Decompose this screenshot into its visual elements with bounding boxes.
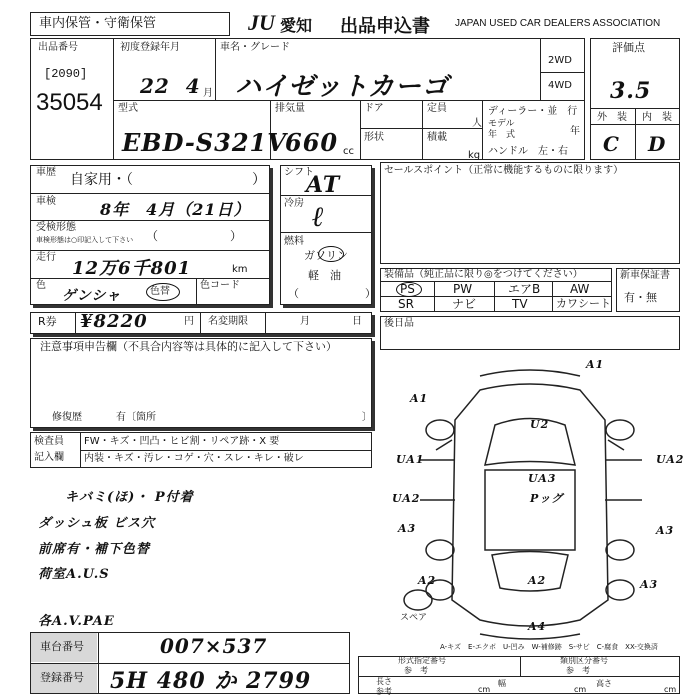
- recycle-unit: 円: [184, 316, 194, 327]
- cooling-label: 冷房: [284, 198, 304, 209]
- lot-number: 35054: [36, 89, 103, 116]
- class-num-label: 類別区分番号: [560, 656, 608, 665]
- width-unit: cm: [574, 685, 587, 694]
- ref3-label: 参考: [376, 687, 392, 696]
- equip-leather: カワシート: [556, 297, 611, 310]
- length-label: 長さ: [376, 677, 392, 686]
- note-line-3: 前席有・補下色替: [38, 542, 151, 557]
- warranty-label: 新車保証書: [620, 270, 670, 281]
- inspector-label-1: 検査員: [34, 436, 64, 447]
- exterior-label: 外 装: [597, 112, 627, 123]
- mark-ua3: UA3: [528, 472, 557, 485]
- name-change-day: 日: [352, 316, 362, 327]
- inspection-value: 8年 4月（21日）: [100, 200, 251, 219]
- ref2-label: 参 考: [566, 666, 590, 675]
- equip-ps: PS: [400, 282, 415, 296]
- fuel-label: 燃料: [284, 236, 304, 247]
- shift-value: AT: [306, 172, 341, 198]
- mileage-label: 走行: [36, 252, 56, 263]
- mileage-unit: km: [232, 264, 248, 275]
- registration-value: 5H 480 か 2799: [110, 668, 312, 694]
- form-title: 出品申込書: [340, 16, 430, 37]
- note-line-4: 荷室A.U.S: [38, 567, 110, 582]
- association-name: JAPAN USED CAR DEALERS ASSOCIATION: [455, 18, 661, 29]
- history-close: ）: [252, 172, 266, 188]
- width-label: 幅: [498, 679, 506, 688]
- history-label: 車歴: [36, 167, 56, 178]
- inspect-form-paren: （ ）: [146, 229, 243, 243]
- repair-label: 修復歴: [52, 412, 82, 423]
- model-num-label: 形式指定番号: [398, 656, 446, 665]
- inspection-label: 車検: [36, 196, 56, 207]
- note-line-5: 各A.V.PAE: [38, 614, 115, 629]
- sales-point-label: セールスポイント（正常に機能するものに限ります）: [384, 165, 624, 176]
- equipment-label: 装備品（純正品に限り◎をつけてください）: [384, 269, 583, 280]
- fuel-circle: [318, 246, 344, 262]
- capacity-label: 定員: [427, 103, 447, 114]
- load-label: 積載: [427, 132, 447, 143]
- door-label: ドア: [364, 103, 384, 114]
- inspect-form-sub: 車検形態は○印記入して下さい: [36, 236, 134, 244]
- fuel-diesel: 軽 油: [308, 269, 341, 282]
- equip-aw: AW: [570, 282, 590, 296]
- dealer-label: ディーラー・並 行: [488, 106, 578, 117]
- note-line-1: キバミ(ほ)・ P付着: [65, 490, 194, 505]
- mark-ua2-right: UA2: [656, 453, 685, 466]
- displacement-label: 排気量: [275, 103, 305, 114]
- mark-a2-left: A2: [418, 574, 437, 587]
- drive-4wd: 4WD: [548, 80, 572, 91]
- registration-label: 登録番号: [40, 671, 84, 684]
- fuel-paren: （ ）: [288, 287, 376, 300]
- chassis-label: 車台番号: [40, 640, 84, 653]
- length-unit: cm: [478, 685, 491, 694]
- lot-bracket: [2090]: [44, 67, 88, 81]
- color-label: 色: [36, 280, 46, 291]
- first-reg-month: 月: [203, 88, 213, 99]
- mark-a4-bottom: A4: [528, 620, 547, 633]
- after-date-box: [380, 316, 680, 350]
- mark-u2-top: U2: [530, 418, 550, 431]
- mileage-value: 12万6千801: [72, 258, 192, 279]
- mark-ua1-left: UA1: [396, 453, 425, 466]
- mark-pugu: Pッグ: [530, 492, 564, 505]
- equip-pw: PW: [453, 282, 473, 296]
- ju-logo: JU: [248, 10, 275, 35]
- load-unit: kg: [468, 150, 481, 161]
- color-value: ゲンシャ: [62, 288, 122, 304]
- inspect-form-label: 受検形態: [36, 222, 76, 233]
- mark-a1-left: A1: [410, 392, 429, 405]
- rating-value: 3.5: [610, 78, 652, 104]
- mark-a3-bottom-right: A3: [640, 578, 659, 591]
- capacity-unit: 人: [472, 118, 482, 129]
- notes-label: 注意事項申告欄（不具合内容等は具体的に記入して下さい）: [40, 340, 337, 353]
- name-change-month: 月: [300, 316, 310, 327]
- equip-navi: ナビ: [452, 297, 477, 311]
- recycle-label: R券: [38, 315, 57, 328]
- recycle-value: ¥8220: [80, 311, 148, 332]
- height-label: 高さ: [596, 679, 612, 688]
- equip-ps-circle: [396, 282, 422, 297]
- after-date-label: 後日品: [384, 318, 414, 329]
- model-year-label: モデル: [488, 119, 515, 129]
- damage-legend: A-キズ E-エクボ U-凹み W-補修跡 S-サビ C-腐食 XX-交換済: [440, 643, 658, 651]
- year-label: 年 式: [488, 130, 516, 140]
- cooling-value: ℓ: [312, 200, 325, 233]
- spare-label: スペア: [400, 613, 428, 623]
- first-reg-value: 22 4: [140, 74, 201, 98]
- chassis-value: 007×537: [160, 634, 268, 658]
- ju-logo-aichi: 愛知: [280, 16, 313, 35]
- displacement-unit: cc: [343, 146, 354, 157]
- exterior-grade: C: [603, 132, 620, 156]
- mark-a2-bottom: A2: [528, 574, 547, 587]
- mark-ua2-left: UA2: [392, 492, 421, 505]
- height-unit: cm: [664, 685, 677, 694]
- repaint-label: 色替: [150, 286, 170, 297]
- ref1-label: 参 考: [404, 666, 428, 675]
- inspector-row-2: 内装・キズ・汚レ・コゲ・穴・スレ・キレ・破レ: [84, 453, 304, 464]
- note-line-2: ダッシュ板 ビス穴: [38, 516, 156, 531]
- warranty-value: 有・無: [624, 291, 657, 304]
- model-value: EBD-S321V: [122, 128, 287, 157]
- inspector-row-1: FW・キズ・凹凸・ヒビ割・リペア跡・X 要: [84, 436, 280, 447]
- repair-close: 〕: [362, 412, 372, 423]
- history-value: 自家用・（: [70, 172, 133, 188]
- drive-2wd: 2WD: [548, 55, 572, 66]
- car-name-value: ハイゼットカーゴ: [235, 72, 449, 102]
- mark-a3-left: A3: [398, 522, 417, 535]
- interior-grade: D: [648, 132, 667, 156]
- first-reg-label: 初度登録年月: [120, 42, 180, 53]
- equip-tv: TV: [512, 297, 528, 311]
- displacement-value: 660: [285, 128, 339, 157]
- car-name-label: 車名・グレード: [220, 42, 290, 53]
- lot-label: 出品番号: [38, 42, 78, 53]
- mark-a3-right: A3: [656, 524, 675, 537]
- equip-sr: SR: [398, 297, 414, 311]
- header-badge-text: 車内保管・守衛保管: [39, 16, 157, 31]
- header-badge: [30, 12, 230, 36]
- shift-label: シフト: [284, 167, 314, 178]
- repaint-circle: [146, 283, 180, 301]
- name-change-label: 名変期限: [208, 316, 248, 327]
- year-suffix: 年: [570, 126, 580, 137]
- color-code-label: 色コード: [200, 280, 240, 291]
- model-label: 型式: [118, 103, 138, 114]
- inspector-label-2: 記入欄: [34, 452, 64, 463]
- repair-value: 有〔箇所: [116, 412, 156, 423]
- equip-airbag: エアB: [508, 282, 541, 296]
- fuel-gasoline: ガソリン: [304, 249, 348, 262]
- sales-point-box: [380, 162, 680, 264]
- rating-label: 評価点: [612, 41, 645, 54]
- mark-a1-top: A1: [586, 358, 605, 371]
- shape-label: 形状: [364, 132, 384, 143]
- handle-label: ハンドル 左・右: [488, 146, 568, 157]
- interior-label: 内 装: [642, 112, 672, 123]
